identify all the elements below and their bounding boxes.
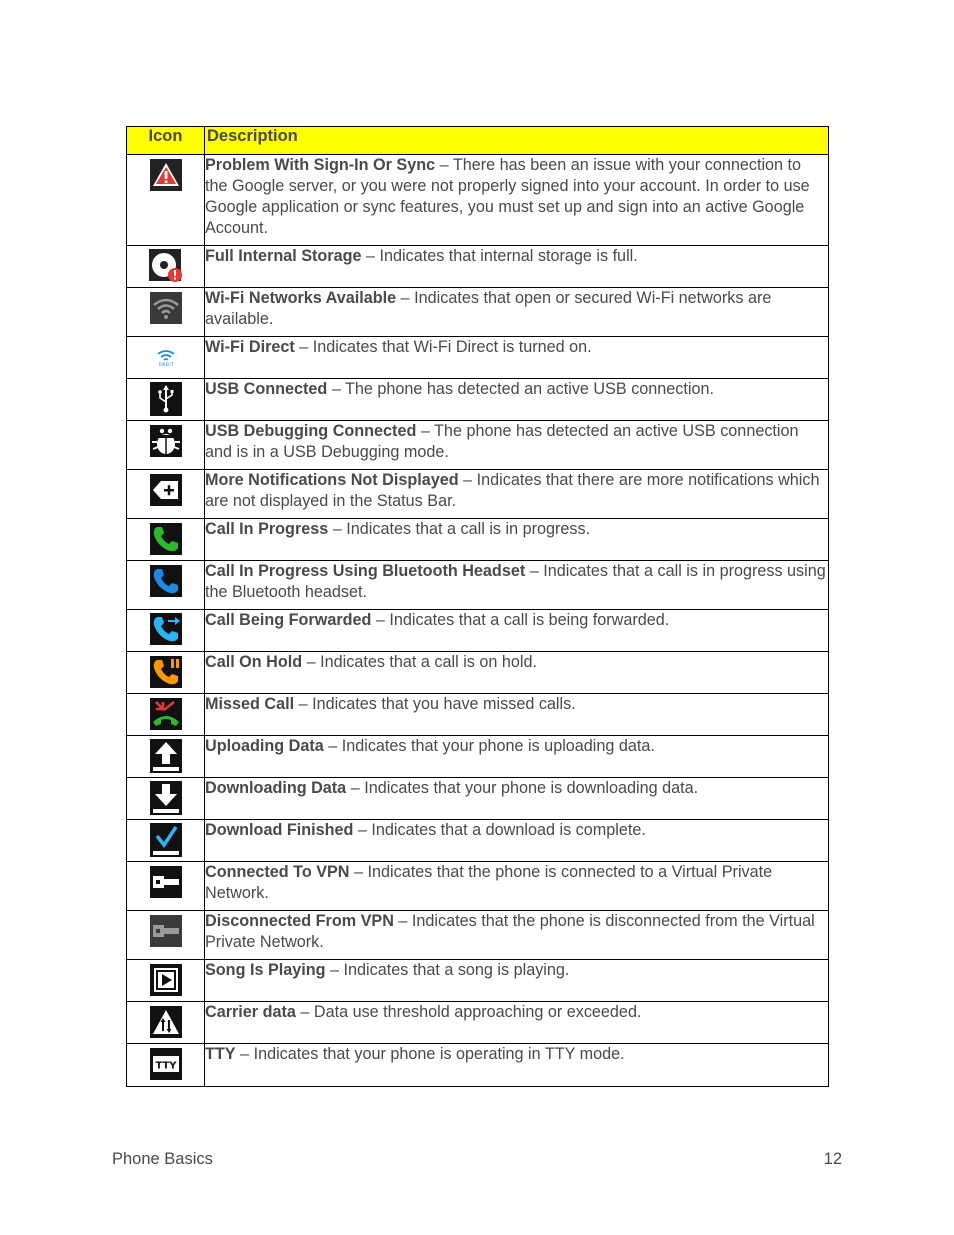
- table-row: [127, 337, 829, 379]
- table-row: [127, 470, 829, 519]
- song-playing-icon: [150, 964, 182, 996]
- footer-section: Phone Basics: [112, 1150, 213, 1168]
- row-text: – Indicates that open or secured Wi-Fi networks are available.: [205, 289, 772, 328]
- row-title: Full Internal Storage: [205, 247, 362, 265]
- row-title: More Notifications Not Displayed: [205, 471, 459, 489]
- row-title: USB Debugging Connected: [205, 422, 417, 440]
- svg-text:TTY: TTY: [154, 1060, 177, 1072]
- row-text: – Data use threshold approaching or exceeded.: [295, 1003, 642, 1021]
- row-title: Problem With Sign-In Or Sync: [205, 156, 436, 174]
- storage-full-icon: [149, 249, 183, 283]
- header-icon: Icon: [127, 127, 205, 155]
- row-text: – Indicates that a download is complete.: [353, 821, 646, 839]
- row-text: – Indicates that a song is playing.: [325, 961, 570, 979]
- download-icon: [150, 781, 182, 815]
- table-row: [127, 610, 829, 652]
- call-hold-icon: [150, 656, 182, 688]
- row-text: – Indicates that internal storage is full.: [361, 247, 638, 265]
- row-text: – Indicates that your phone is downloading data.: [346, 779, 699, 797]
- vpn-disconnected-icon: [150, 915, 182, 947]
- table-row: [127, 421, 829, 470]
- table-row: [127, 561, 829, 610]
- row-title: Call In Progress Using Bluetooth Headset: [205, 562, 526, 580]
- table-row: [127, 1044, 829, 1087]
- carrier-data-icon: [150, 1006, 182, 1038]
- sync-problem-icon: [150, 159, 182, 191]
- row-title: Downloading Data: [205, 779, 347, 797]
- wifi-direct-icon: [156, 347, 176, 367]
- row-text: – Indicates that there are more notifications which are not displayed in the Status Bar.: [205, 471, 820, 510]
- usb-icon: [150, 382, 182, 416]
- row-text: – Indicates that a call is on hold.: [302, 653, 537, 671]
- row-text: – Indicates that a call is in progress using the Bluetooth headset.: [205, 562, 826, 601]
- table-row: [127, 519, 829, 561]
- row-title: Download Finished: [205, 821, 354, 839]
- row-title: Wi-Fi Networks Available: [205, 289, 397, 307]
- tty-icon: [150, 1048, 182, 1080]
- row-text: – Indicates that your phone is operating in TTY mode.: [235, 1045, 625, 1063]
- table-row: [127, 1002, 829, 1044]
- header-description: Description: [205, 127, 829, 155]
- row-title: USB Connected: [205, 380, 328, 398]
- row-title: Call Being Forwarded: [205, 611, 372, 629]
- row-title: Call In Progress: [205, 520, 329, 538]
- row-text: – Indicates that the phone is connected to a Virtual Private Network.: [205, 863, 773, 902]
- row-text: – Indicates that your phone is uploading data.: [323, 737, 655, 755]
- table-row: [127, 736, 829, 778]
- row-text: – Indicates that Wi-Fi Direct is turned on.: [294, 338, 592, 356]
- table-row: [127, 778, 829, 820]
- table-header-row: [127, 127, 829, 155]
- call-bluetooth-icon: [150, 565, 182, 597]
- table-row: [127, 652, 829, 694]
- wifi-available-icon: [150, 292, 182, 324]
- call-in-progress-icon: [150, 523, 182, 555]
- vpn-connected-icon: [150, 866, 182, 898]
- table-row: [127, 911, 829, 960]
- row-title: Call On Hold: [205, 653, 303, 671]
- table-row: [127, 694, 829, 736]
- row-text: – Indicates that you have missed calls.: [294, 695, 576, 713]
- missed-call-icon: [150, 698, 182, 730]
- row-text: – Indicates that a call is being forwarded.: [371, 611, 670, 629]
- svg-text:DIRECT: DIRECT: [158, 362, 173, 367]
- row-title: Connected To VPN: [205, 863, 350, 881]
- table-row: [127, 379, 829, 421]
- usb-debug-icon: [150, 425, 182, 457]
- row-title: Missed Call: [205, 695, 295, 713]
- row-title: Carrier data: [205, 1003, 296, 1021]
- table-row: [127, 288, 829, 337]
- more-notifications-icon: [150, 474, 182, 506]
- table-row: [127, 960, 829, 1002]
- icon-table: [126, 126, 829, 1087]
- row-title: TTY: [205, 1045, 236, 1063]
- row-title: Uploading Data: [205, 737, 324, 755]
- table-row: [127, 155, 829, 246]
- row-text: – Indicates that the phone is disconnected from the Virtual Private Network.: [205, 912, 815, 951]
- row-title: Disconnected From VPN: [205, 912, 394, 930]
- row-text: – The phone has detected an active USB connection.: [327, 380, 714, 398]
- row-title: Wi-Fi Direct: [205, 338, 295, 356]
- page-number: 12: [823, 1150, 842, 1168]
- table-row: [127, 862, 829, 911]
- row-title: Song Is Playing: [205, 961, 326, 979]
- table-row: [127, 246, 829, 288]
- call-forward-icon: [150, 613, 182, 645]
- row-text: – Indicates that a call is in progress.: [328, 520, 591, 538]
- upload-icon: [150, 739, 182, 773]
- table-row: [127, 820, 829, 862]
- download-finished-icon: [150, 823, 182, 857]
- row-text: – The phone has detected an active USB connection and is in a USB Debugging mode.: [205, 422, 799, 461]
- row-text: – There has been an issue with your connection to the Google server, or you were not properly signed into your account. In order to use Google application or sync features, you must set up and sign into an active Google Account.: [205, 156, 810, 237]
